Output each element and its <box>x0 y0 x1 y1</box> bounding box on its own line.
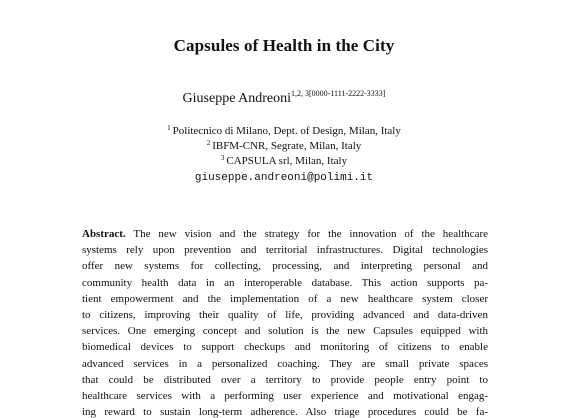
affiliation-3-text: CAPSULA srl, Milan, Italy <box>226 155 348 167</box>
affiliation-1-mark: 1 <box>167 124 171 132</box>
abstract-line-text: The new vision and the strategy for the innovation of the healthcare <box>125 228 488 240</box>
abstract-block <box>82 226 488 418</box>
affiliation-1 <box>0 125 568 137</box>
affiliation-2-text: IBFM-CNR, Segrate, Milan, Italy <box>212 140 362 152</box>
author-affiliation-marks: 1,2, 3[0000-1111-2222-3333] <box>291 89 386 98</box>
abstract-line <box>82 226 488 242</box>
author-name: Giuseppe Andreoni <box>182 91 292 106</box>
abstract-line: advanced services in a personalized coaching. They are small private spaces <box>82 357 488 370</box>
affiliation-2-mark: 2 <box>206 139 211 147</box>
affiliation-3-mark: 3 <box>220 154 225 162</box>
abstract-line: offer new systems for collecting, processing, and interpreting personal and <box>82 260 488 273</box>
affiliation-2 <box>0 140 568 152</box>
paper-title: Capsules of Health in the City <box>173 36 395 55</box>
author-line <box>0 91 568 107</box>
abstract-line: healthcare services with a performing user experience and motivational engag- <box>82 389 488 402</box>
abstract-line: services. One emerging concept and solution is the new Capsules equipped with <box>82 325 488 338</box>
affiliation-3 <box>0 155 568 167</box>
affiliation-1-text: Politecnico di Milano, Dept. of Design, Milan, Italy <box>172 125 401 137</box>
abstract-line: that could be distributed over a territory to provide people entry point to <box>82 373 488 386</box>
author-email: giuseppe.andreoni@polimi.it <box>194 172 374 184</box>
abstract-label: Abstract. <box>82 228 126 240</box>
abstract-line: tient empowerment and the implementation of a new healthcare system closer <box>82 292 488 305</box>
abstract-line: to citizens, improving their quality of life, providing advanced and data-driven <box>82 308 488 321</box>
abstract-line: biomedical devices to support checkups and monitoring of citizens to enable <box>82 341 488 354</box>
abstract-line: community health data in an interoperable database. This action supports pa- <box>82 276 488 289</box>
abstract-line: systems rely upon prevention and territorial infrastructures. Digital technologies <box>82 244 488 257</box>
abstract-line: ing reward to sustain long-term adherence. Also triage procedures could be fa- <box>82 406 488 418</box>
